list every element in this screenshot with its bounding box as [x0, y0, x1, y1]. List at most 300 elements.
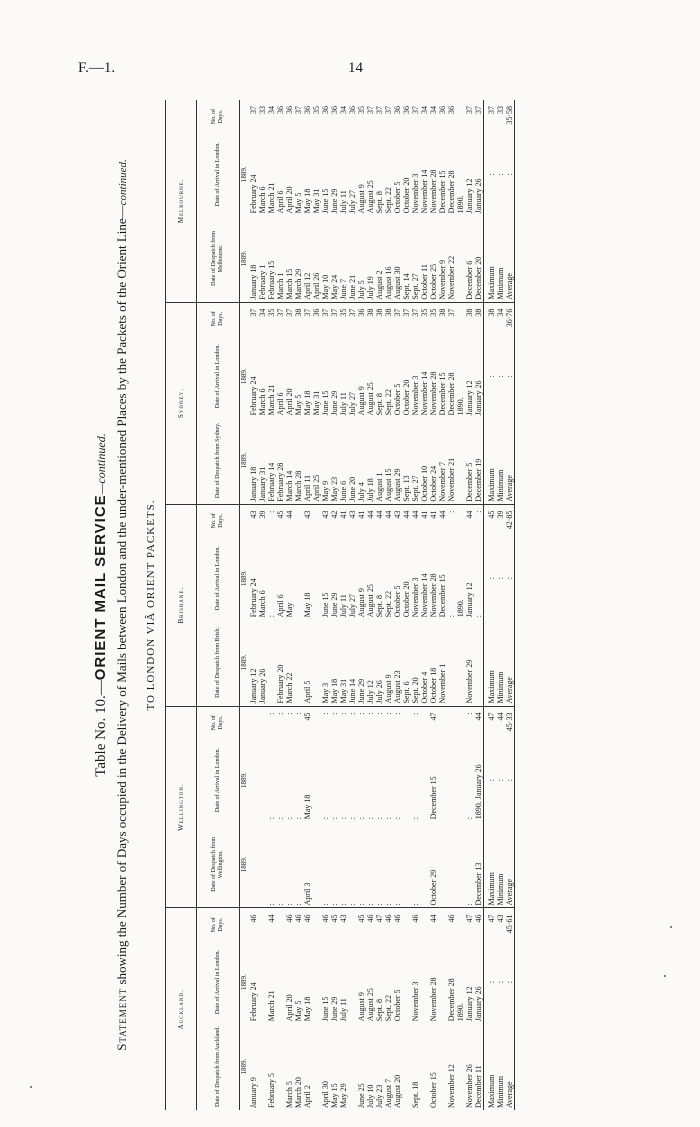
table-cell: July 11 [339, 594, 348, 618]
table-cell: 46 [285, 908, 294, 941]
table-cell: : [348, 817, 357, 820]
table-cell: : [465, 706, 474, 739]
col-header-days: No. of Days. [197, 908, 240, 941]
table-cell [438, 739, 447, 821]
table-cell: April 20 [285, 994, 294, 1022]
table-cell: : [330, 817, 339, 820]
stats-label: Minimum [496, 873, 505, 906]
table-cell: February 24 [249, 376, 258, 416]
table-cell: May 18 [330, 678, 339, 704]
table-cell [420, 941, 429, 1023]
table-cell [456, 739, 465, 821]
table-cell: March 20 [294, 1077, 303, 1108]
table-cell [456, 417, 465, 504]
table-cell: 38 [438, 302, 447, 335]
table-cell [456, 619, 465, 706]
table-cell: : [357, 817, 366, 820]
table-cell: : [384, 817, 393, 820]
table-cell: 36 [303, 106, 312, 114]
table-cell: March 6 [258, 388, 267, 416]
table-row [384, 100, 393, 1110]
year-row [240, 100, 250, 1110]
table-cell: 44 [465, 504, 474, 537]
table-cell: 36 [447, 106, 456, 114]
table-cell: April 3 [303, 882, 312, 906]
table-cell: 44 [411, 504, 420, 537]
table-cell: July 18 [366, 478, 375, 502]
table-cell: May 29 [339, 1083, 348, 1108]
table-cell [420, 821, 429, 908]
table-cell: 37 [366, 106, 375, 114]
group-header: Sydney. [166, 302, 197, 504]
table-cell: February 24 [249, 982, 258, 1022]
table-cell: 37 [474, 106, 483, 114]
stats-label: Maximum [484, 1023, 497, 1110]
table-cell: December 15 [429, 776, 438, 820]
table-cell: December 20 [474, 256, 483, 300]
table-cell: 37 [402, 302, 411, 335]
table-cell: November 3 [411, 577, 420, 618]
table-cell: August 1 [375, 472, 384, 502]
table-cell: June 29 [330, 390, 339, 416]
table-cell [312, 821, 321, 908]
year-cell: 1889. [240, 368, 248, 385]
statement-text: showing the Number of Days occupied in the Delivery of Mails between London and the under-mentioned Places by the Packets of the Orient Line— [114, 205, 129, 985]
table-cell: : [375, 817, 384, 820]
table-cell [276, 1023, 285, 1110]
table-cell: 37 [330, 302, 339, 335]
table-cell: 37 [321, 302, 330, 335]
table-cell: 35 [339, 302, 348, 335]
table-cell [258, 1023, 267, 1110]
table-cell [456, 504, 465, 537]
table-cell: 46 [249, 908, 258, 941]
table-cell: 37 [411, 106, 420, 114]
table-cell: July 11 [339, 392, 348, 416]
table-cell: February 14 [267, 462, 276, 502]
table-row [357, 100, 366, 1110]
table-cell [420, 908, 429, 941]
table-cell: March 1 [276, 272, 285, 300]
stats-label: Average [505, 1081, 514, 1108]
table-cell: 37 [393, 302, 402, 335]
table-cell: August 25 [366, 180, 375, 214]
table-cell [312, 706, 321, 739]
table-cell: October 25 [429, 263, 438, 300]
table-cell: 1890. January 26 [474, 764, 483, 820]
table-row [339, 100, 348, 1110]
table-cell: June 6 [339, 480, 348, 502]
table-row [294, 100, 303, 1110]
table-cell: August 15 [384, 468, 393, 502]
table-cell: November 12 [447, 1064, 456, 1108]
table-cell: 47 [465, 908, 474, 941]
table-cell: 37 [384, 106, 393, 114]
table-cell: June 15 [321, 390, 330, 416]
stats-label: Average [505, 475, 514, 502]
col-header-despatch: Date of Despatch from Melbourne. [197, 215, 240, 302]
group-header: Melbourne. [166, 100, 197, 302]
stats-dots: : [496, 778, 505, 782]
table-cell: December 6 [465, 260, 474, 300]
table-cell: : [474, 615, 483, 618]
table-cell: April 2 [303, 1085, 312, 1108]
table-cell: Sept. 14 [402, 273, 411, 300]
table-cell: Sept. 27 [411, 273, 420, 300]
col-header-days: No. of Days. [197, 504, 240, 537]
table-cell: December 15 [438, 170, 447, 214]
table-cell [456, 215, 465, 302]
table-cell: October 15 [429, 1072, 438, 1108]
table-cell: 38 [294, 302, 303, 335]
table-cell: Sept. 20 [411, 677, 420, 704]
table-cell: 37 [447, 302, 456, 335]
table-cell: : [339, 817, 348, 820]
table-cell [294, 619, 303, 706]
table-cell: October 10 [420, 465, 429, 502]
table-cell: 34 [429, 106, 438, 114]
table-cell [258, 941, 267, 1023]
table-cell: Sept. 22 [384, 389, 393, 416]
table-cell [402, 821, 411, 908]
table-cell: March 22 [285, 672, 294, 704]
year-cell-empty [240, 504, 250, 537]
table-cell [312, 504, 321, 537]
table-row [474, 100, 484, 1110]
table-cell: 36 [393, 106, 402, 114]
speck [664, 975, 666, 977]
table-cell: August 30 [393, 266, 402, 300]
table-cell: : [294, 817, 303, 820]
speck [30, 1086, 32, 1088]
table-cell: May 18 [303, 390, 312, 416]
stats-value: 44 [496, 706, 505, 739]
statement-continued: continued. [117, 159, 129, 206]
table-row [420, 100, 429, 1110]
table-cell: June 21 [348, 274, 357, 300]
stats-label: Average [505, 879, 514, 906]
year-cell: 1889. [240, 570, 248, 587]
table-cell: April 6 [276, 190, 285, 214]
col-header-despatch: Date of Despatch from Brisb. [197, 619, 240, 706]
table-cell: : [330, 706, 339, 739]
year-cell-empty [240, 706, 250, 739]
table-cell: 35 [429, 302, 438, 335]
stats-row [496, 100, 505, 1110]
table-cell: 36 [330, 106, 339, 114]
table-cell: 41 [420, 504, 429, 537]
table-cell: : [357, 706, 366, 739]
table-cell: 42 [330, 504, 339, 537]
table-cell: : [393, 706, 402, 739]
table-cell [312, 908, 321, 941]
year-cell: 1889. [240, 974, 248, 990]
table-cell: May 18 [303, 592, 312, 618]
table-cell: July 27 [348, 189, 357, 214]
table-cell: : [411, 817, 420, 820]
table-cell: November 21 [447, 457, 456, 502]
table-cell: April 26 [312, 272, 321, 300]
table-cell: March 6 [258, 590, 267, 618]
stats-value: 38 [484, 302, 497, 335]
table-cell: January 26 [258, 668, 267, 704]
table-cell: 44 [375, 504, 384, 537]
table-row [402, 100, 411, 1110]
table-cell: November 7 [438, 461, 447, 502]
table-cell: 47 [429, 706, 438, 739]
stats-dots: : [505, 778, 514, 782]
stats-label: Minimum [496, 671, 505, 704]
col-header-arrival: Date of Arrival in London. [197, 941, 240, 1023]
table-cell: August 25 [366, 584, 375, 618]
table-cell [456, 1023, 465, 1110]
table-cell: 43 [321, 504, 330, 537]
table-cell: February 1 [258, 264, 267, 300]
table-cell: 37 [465, 106, 474, 114]
stats-value: 39 [496, 504, 505, 537]
table-cell: 36 [312, 302, 321, 335]
table-cell [312, 537, 321, 619]
table-cell: November 3 [411, 981, 420, 1022]
table-cell: August 25 [366, 988, 375, 1022]
table-cell: November 28 [429, 371, 438, 416]
table-cell: July 11 [339, 998, 348, 1022]
col-header-arrival: Date of Arrival in London. [197, 739, 240, 821]
table-cell: : [447, 615, 456, 618]
table-cell: June 14 [348, 678, 357, 704]
table-cell: February 24 [249, 578, 258, 618]
table-cell: July 10 [366, 1084, 375, 1108]
table-cell: October 5 [393, 989, 402, 1022]
stats-label: Maximum [484, 821, 497, 908]
table-cell: 38 [384, 302, 393, 335]
table-cell: June 15 [321, 188, 330, 214]
stats-label: Average [505, 677, 514, 704]
table-cell: April 20 [285, 186, 294, 214]
table-cell: March 14 [285, 470, 294, 502]
table-cell: 35 [267, 302, 276, 335]
table-cell [249, 821, 258, 908]
table-cell: January 12 [465, 178, 474, 214]
table-cell: July 19 [366, 276, 375, 300]
table-row [321, 100, 330, 1110]
rotated-table-page [90, 100, 680, 1110]
table-cell: October 24 [429, 465, 438, 502]
table-cell: March 29 [294, 268, 303, 300]
table-cell: April 5 [303, 680, 312, 704]
table-cell: 44 [384, 504, 393, 537]
stats-value: 47 [484, 908, 497, 941]
table-row [411, 100, 420, 1110]
stats-dots: : [505, 577, 514, 580]
table-cell: July 26 [375, 680, 384, 704]
table-cell: 1890. [456, 599, 465, 618]
stats-value: 47 [484, 706, 497, 739]
table-cell: October 4 [420, 671, 429, 704]
table-cell [312, 739, 321, 821]
table-cell: April 30 [321, 1081, 330, 1108]
table-cell: Sept. 8 [375, 999, 384, 1022]
table-cell: : [267, 504, 276, 537]
table-cell: : [285, 817, 294, 820]
table-cell: January 18 [249, 466, 258, 502]
table-cell: : [267, 817, 276, 820]
table-cell: Sept. 8 [375, 393, 384, 416]
table-cell: June 15 [321, 592, 330, 618]
table-cell: May 18 [303, 188, 312, 214]
table-cell: December 28 [447, 372, 456, 416]
table-cell: : [366, 903, 375, 906]
table-cell: June 20 [348, 476, 357, 502]
table-cell: May 31 [312, 188, 321, 214]
table-cell: January 26 [474, 986, 483, 1022]
table-cell: 37 [285, 302, 294, 335]
table-cell: August 2 [375, 270, 384, 300]
col-header-days: No. of Days. [197, 100, 240, 133]
table-cell: 44 [366, 504, 375, 537]
year-cell: 1889. [240, 654, 248, 671]
table-row [276, 100, 285, 1110]
table-cell: April 25 [312, 474, 321, 502]
table-cell: 46 [321, 908, 330, 941]
stats-label: Minimum [496, 267, 505, 300]
table-cell: November 28 [429, 977, 438, 1022]
table-cell: 1890. [456, 1003, 465, 1022]
table-cell: 43 [393, 504, 402, 537]
table-cell: August 9 [357, 386, 366, 416]
stats-dots: : [484, 739, 497, 821]
table-cell [438, 1023, 447, 1110]
table-cell: February 15 [267, 260, 276, 300]
stats-label: Minimum [496, 469, 505, 502]
table-cell [348, 908, 357, 941]
col-header-arrival: Date of Arrival in London. [197, 335, 240, 417]
stats-value: 45·33 [505, 706, 515, 739]
table-cell: May 3 [321, 682, 330, 704]
table-cell: 46 [366, 908, 375, 941]
table-cell: 46 [411, 908, 420, 941]
table-cell: : [267, 615, 276, 618]
mail-delivery-table [165, 100, 515, 1110]
table-cell: January 9 [249, 1077, 258, 1108]
table-cell: 36 [438, 106, 447, 114]
table-cell: November 3 [411, 173, 420, 214]
table-cell: January 12 [465, 582, 474, 618]
table-cell: June 29 [330, 996, 339, 1022]
table-cell: November 9 [438, 259, 447, 300]
table-cell: : [375, 706, 384, 739]
table-cell [258, 908, 267, 941]
table-row [429, 100, 438, 1110]
stats-value: 45 [484, 504, 497, 537]
table-cell [402, 1023, 411, 1110]
table-cell: 45 [330, 908, 339, 941]
year-cell: 1889. [240, 452, 248, 469]
table-cell: May 5 [294, 1000, 303, 1022]
table-cell: December 28 [447, 978, 456, 1022]
table-cell: 43 [339, 908, 348, 941]
table-subtitle: TO LONDON VIÂ ORIENT PACKETS. [145, 499, 157, 711]
table-cell: November 22 [447, 255, 456, 300]
table-cell: 36 [321, 106, 330, 114]
table-cell [447, 821, 456, 908]
table-cell: December 28 [447, 170, 456, 214]
table-cell: 37 [294, 106, 303, 114]
col-header-despatch: Date of Despatch from Auckland. [197, 1023, 240, 1110]
table-cell: 38 [375, 302, 384, 335]
table-cell: June 7 [339, 278, 348, 300]
col-header-days: No. of Days. [197, 302, 240, 335]
table-cell: 37 [276, 302, 285, 335]
stats-value: 43 [496, 908, 505, 941]
table-cell: January 26 [474, 380, 483, 416]
table-cell: : [321, 903, 330, 906]
table-cell [456, 100, 465, 133]
table-cell: October 5 [393, 585, 402, 618]
table-cell: August 9 [384, 674, 393, 704]
table-cell: December 15 [438, 574, 447, 618]
table-cell: 37 [348, 302, 357, 335]
table-cell: July 27 [348, 593, 357, 618]
table-cell: October 5 [393, 181, 402, 214]
table-cell: November 14 [420, 573, 429, 618]
table-cell: Sept. 27 [411, 475, 420, 502]
table-cell: : [321, 817, 330, 820]
table-cell [438, 821, 447, 908]
table-cell: 46 [303, 908, 312, 941]
table-cell: 45 [357, 908, 366, 941]
table-cell: August 9 [357, 588, 366, 618]
table-cell: November 28 [429, 169, 438, 214]
table-title [90, 100, 112, 1110]
table-cell: 34 [339, 106, 348, 114]
table-cell: 37 [375, 106, 384, 114]
table-cell [294, 537, 303, 619]
table-cell [348, 941, 357, 1023]
stats-label: Maximum [484, 417, 497, 504]
stats-value: 42·85 [505, 504, 515, 537]
table-cell: January 18 [249, 264, 258, 300]
page-number: 14 [348, 60, 363, 76]
table-cell: November 28 [429, 573, 438, 618]
table-cell: May 18 [303, 996, 312, 1022]
table-cell [456, 908, 465, 941]
table-cell: August 16 [384, 266, 393, 300]
table-cell: November 1 [438, 663, 447, 704]
table-cell: 36 [357, 302, 366, 335]
table-row [348, 100, 357, 1110]
stats-value: 35·58 [505, 106, 514, 125]
table-cell: 1890. [456, 195, 465, 214]
stats-label: Average [505, 273, 514, 300]
table-cell [420, 1023, 429, 1110]
table-cell: Sept. 22 [384, 995, 393, 1022]
table-cell [456, 302, 465, 335]
table-row [465, 100, 474, 1110]
table-cell: May 9 [321, 480, 330, 502]
year-cell: 1889. [240, 166, 248, 183]
table-cell: Sept. 22 [384, 591, 393, 618]
table-cell: October 20 [402, 177, 411, 214]
table-cell: 46 [393, 908, 402, 941]
table-cell [312, 1023, 321, 1110]
table-cell: 46 [384, 908, 393, 941]
table-cell: 46 [294, 908, 303, 941]
table-cell [447, 706, 456, 739]
table-cell: May 5 [294, 192, 303, 214]
table-cell: June 29 [357, 678, 366, 704]
table-cell: July 11 [339, 190, 348, 214]
